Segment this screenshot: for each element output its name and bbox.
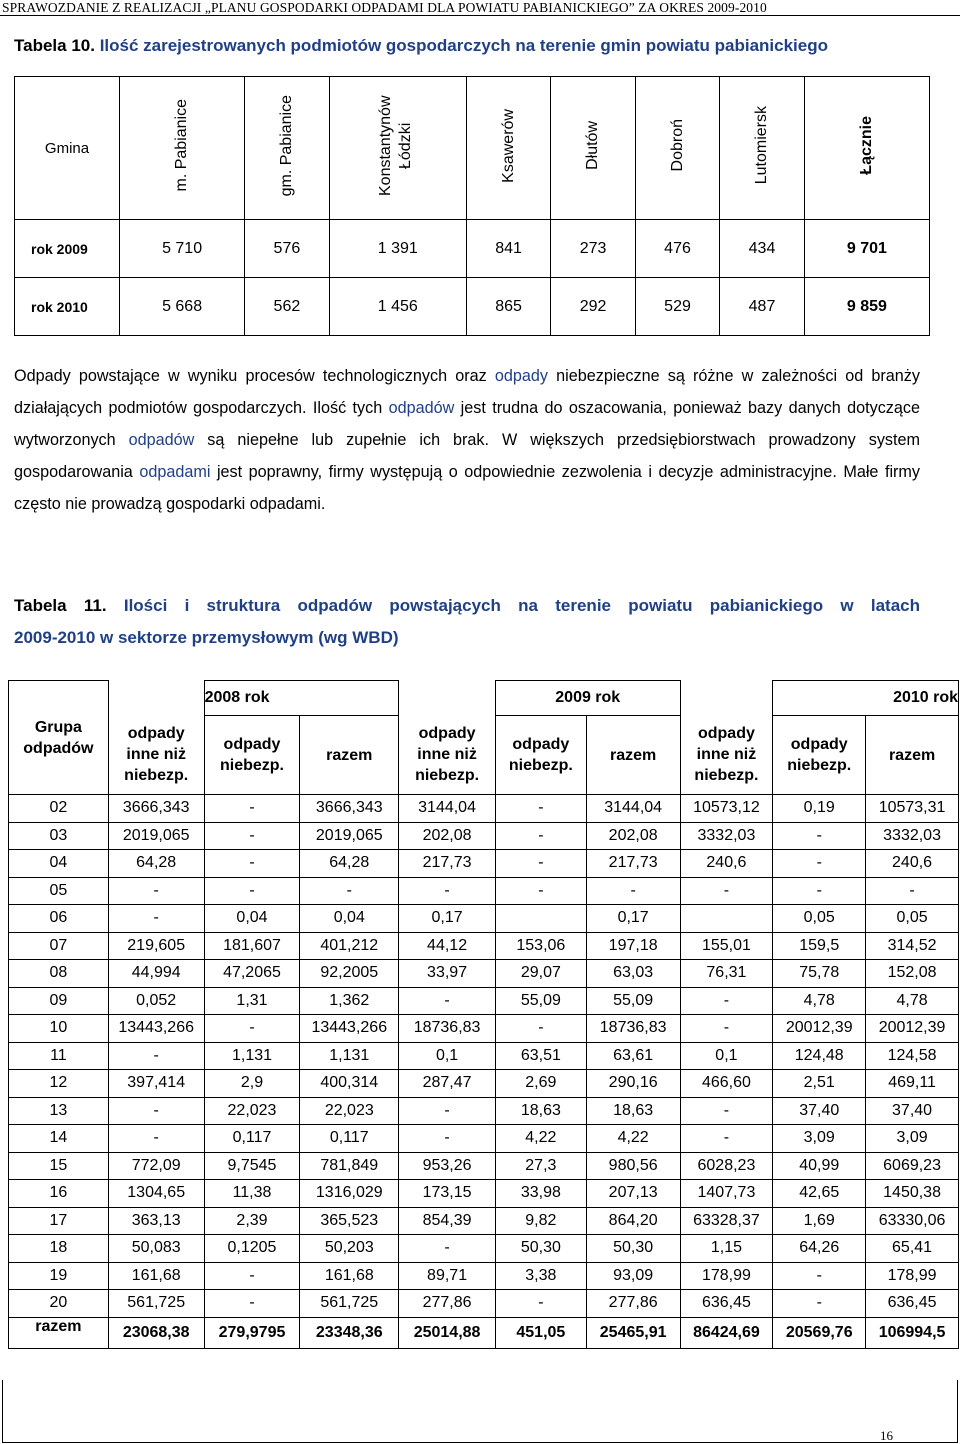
table10-col-header: Łącznie — [804, 77, 929, 220]
table-cell: 161,68 — [108, 1262, 204, 1290]
table-cell: - — [108, 1125, 204, 1153]
subheader-other-waste: odpady inne niż niebezp. — [108, 716, 204, 795]
table-cell: 434 — [720, 220, 804, 278]
table-cell: 2019,065 — [300, 822, 399, 850]
table-cell: 22,023 — [300, 1097, 399, 1125]
glossary-link[interactable]: odpadów — [388, 399, 455, 417]
table-cell: 11,38 — [204, 1180, 300, 1208]
table-cell: - — [586, 877, 680, 905]
table-cell: 0,05 — [773, 905, 866, 933]
table-cell: 476 — [635, 220, 719, 278]
table-cell: 3332,03 — [680, 822, 773, 850]
table-cell: - — [204, 1015, 300, 1043]
table-cell: 1450,38 — [866, 1180, 959, 1208]
table-cell: 1407,73 — [680, 1180, 773, 1208]
table-cell: 178,99 — [866, 1262, 959, 1290]
table-cell: 401,212 — [300, 932, 399, 960]
table-cell: 202,08 — [399, 822, 496, 850]
table-cell: - — [108, 1042, 204, 1070]
table-cell: 2019,065 — [108, 822, 204, 850]
table10-col-header: Lutomiersk — [720, 77, 804, 220]
table-cell: - — [680, 1125, 773, 1153]
table-cell: - — [773, 1262, 866, 1290]
table10-col-header: gm. Pabianice — [245, 77, 329, 220]
running-header: SPRAWOZDANIE Z REALIZACJI „PLANU GOSPODARKI ODPADAMI DLA POWIATU PABIANICKIEGO” ZA OKRES 2009-2010 — [0, 0, 960, 16]
table-cell: 240,6 — [866, 850, 959, 878]
table-cell: 854,39 — [399, 1207, 496, 1235]
table-cell: 4,22 — [495, 1125, 586, 1153]
table-cell: 33,97 — [399, 960, 496, 988]
table-cell: 0,05 — [866, 905, 959, 933]
table-cell-total: 9 859 — [804, 278, 929, 336]
table-row — [9, 850, 959, 878]
subheader-other-waste: odpady inne niż niebezp. — [399, 716, 496, 795]
table-cell: - — [300, 877, 399, 905]
table-cell: - — [680, 1097, 773, 1125]
table-cell: 217,73 — [586, 850, 680, 878]
table-cell: - — [773, 822, 866, 850]
table-cell: 1316,029 — [300, 1180, 399, 1208]
table-cell: 0,1 — [399, 1042, 496, 1070]
table-cell: 33,98 — [495, 1180, 586, 1208]
table-cell: 219,605 — [108, 932, 204, 960]
year-header: 2008 rok — [204, 681, 399, 716]
table-row — [9, 1207, 959, 1235]
table-cell: - — [204, 877, 300, 905]
table-cell: 561,725 — [300, 1290, 399, 1318]
table-row — [9, 822, 959, 850]
table-cell: 781,849 — [300, 1152, 399, 1180]
table-cell: 0,052 — [108, 987, 204, 1015]
table-cell: 9,82 — [495, 1207, 586, 1235]
table11-caption — [14, 590, 920, 654]
table-cell: 864,20 — [586, 1207, 680, 1235]
waste-group-code: 08 — [9, 960, 109, 988]
table-cell: 1304,65 — [108, 1180, 204, 1208]
table-cell: 10573,12 — [680, 795, 773, 823]
table-cell: 1,362 — [300, 987, 399, 1015]
table-cell: 1 391 — [329, 220, 466, 278]
waste-group-code: 16 — [9, 1180, 109, 1208]
page-number: 16 — [880, 1428, 893, 1443]
table-cell: 202,08 — [586, 822, 680, 850]
table-cell: - — [399, 877, 496, 905]
table-cell: 0,117 — [204, 1125, 300, 1153]
subheader-total: razem — [866, 716, 959, 795]
table-cell: 55,09 — [495, 987, 586, 1015]
table-cell: 9,7545 — [204, 1152, 300, 1180]
table10-caption — [14, 30, 920, 62]
table-cell: - — [773, 850, 866, 878]
table-cell: 469,11 — [866, 1070, 959, 1098]
table-cell: 18736,83 — [399, 1015, 496, 1043]
table-cell: 173,15 — [399, 1180, 496, 1208]
table11-caption-line2: 2009-2010 w sektorze przemysłowym (wg WBD) — [14, 628, 399, 647]
waste-group-code: 17 — [9, 1207, 109, 1235]
total-cell: 23348,36 — [300, 1317, 399, 1348]
table-cell: 178,99 — [680, 1262, 773, 1290]
table-cell: 63328,37 — [680, 1207, 773, 1235]
total-label: razem — [9, 1317, 109, 1348]
table-cell: 363,13 — [108, 1207, 204, 1235]
table-cell-total: 9 701 — [804, 220, 929, 278]
table-cell: 287,47 — [399, 1070, 496, 1098]
table-cell: 18,63 — [495, 1097, 586, 1125]
table-cell: 1,31 — [204, 987, 300, 1015]
table-cell: 10573,31 — [866, 795, 959, 823]
table10-col-header: Ksawerów — [466, 77, 550, 220]
table-cell: 240,6 — [680, 850, 773, 878]
table-cell: 2,69 — [495, 1070, 586, 1098]
table-cell: - — [680, 877, 773, 905]
table11-group-header: Grupa odpadów — [9, 681, 109, 795]
table-cell: 2,9 — [204, 1070, 300, 1098]
table-cell: 161,68 — [300, 1262, 399, 1290]
table-cell: - — [773, 1290, 866, 1318]
waste-group-code: 06 — [9, 905, 109, 933]
table-cell: 487 — [720, 278, 804, 336]
table-row — [9, 1262, 959, 1290]
table10-col-header: Dłutów — [551, 77, 635, 220]
table-cell: - — [204, 795, 300, 823]
table-cell: 0,17 — [586, 905, 680, 933]
table-cell: 6028,23 — [680, 1152, 773, 1180]
table-cell: 29,07 — [495, 960, 586, 988]
table-cell: 0,04 — [204, 905, 300, 933]
table-cell: 27,3 — [495, 1152, 586, 1180]
table-cell: 4,78 — [773, 987, 866, 1015]
table-cell: - — [108, 905, 204, 933]
table-cell: 63330,06 — [866, 1207, 959, 1235]
table-cell: - — [399, 1125, 496, 1153]
table-cell: 636,45 — [866, 1290, 959, 1318]
table-cell: 44,12 — [399, 932, 496, 960]
table-cell: 562 — [245, 278, 329, 336]
table-cell: 124,58 — [866, 1042, 959, 1070]
table-cell: 64,26 — [773, 1235, 866, 1263]
table-cell: - — [495, 850, 586, 878]
table-cell: - — [680, 1015, 773, 1043]
waste-group-code: 09 — [9, 987, 109, 1015]
table-cell: 4,78 — [866, 987, 959, 1015]
table-cell: - — [399, 1097, 496, 1125]
table-row — [9, 877, 959, 905]
table-cell: 0,19 — [773, 795, 866, 823]
table-cell: 124,48 — [773, 1042, 866, 1070]
table-cell: 92,2005 — [300, 960, 399, 988]
table-cell: 4,22 — [586, 1125, 680, 1153]
table-cell: 64,28 — [300, 850, 399, 878]
table-cell: 273 — [551, 220, 635, 278]
waste-group-code: 14 — [9, 1125, 109, 1153]
table-cell: 40,99 — [773, 1152, 866, 1180]
table11-waste-structure — [8, 680, 959, 1349]
table-cell: 155,01 — [680, 932, 773, 960]
table-cell: 365,523 — [300, 1207, 399, 1235]
waste-group-code: 11 — [9, 1042, 109, 1070]
table-cell: 0,17 — [399, 905, 496, 933]
table10-col-header: m. Pabianice — [120, 77, 245, 220]
table-row — [9, 1042, 959, 1070]
table-cell: 76,31 — [680, 960, 773, 988]
table-row — [9, 1152, 959, 1180]
table-cell: 980,56 — [586, 1152, 680, 1180]
table-cell: 772,09 — [108, 1152, 204, 1180]
table-cell: 65,41 — [866, 1235, 959, 1263]
table-cell: 841 — [466, 220, 550, 278]
table-cell: 159,5 — [773, 932, 866, 960]
total-cell: 279,9795 — [204, 1317, 300, 1348]
subheader-hazardous-waste: odpady niebezp. — [204, 716, 300, 795]
subheader-other-waste: odpady inne niż niebezp. — [680, 716, 773, 795]
table-cell: 277,86 — [586, 1290, 680, 1318]
table-cell: 6069,23 — [866, 1152, 959, 1180]
table-cell: 3666,343 — [300, 795, 399, 823]
table-cell: 37,40 — [866, 1097, 959, 1125]
table-cell: 50,30 — [495, 1235, 586, 1263]
table-row — [9, 1290, 959, 1318]
glossary-link[interactable]: odpady — [494, 367, 548, 385]
subheader-total: razem — [586, 716, 680, 795]
table-cell: 3,38 — [495, 1262, 586, 1290]
table-cell: 400,314 — [300, 1070, 399, 1098]
table-cell: 152,08 — [866, 960, 959, 988]
waste-group-code: 15 — [9, 1152, 109, 1180]
table-cell: 277,86 — [399, 1290, 496, 1318]
table-cell: - — [495, 822, 586, 850]
table-cell: 55,09 — [586, 987, 680, 1015]
paragraph-text: niebezpieczne są różne w zależności od branży działających podmiotów gospodarczych. Ilość tych — [14, 367, 920, 417]
table10-caption-text: Ilość zarejestrowanych podmiotów gospodarczych na terenie gmin powiatu pabianickiego — [99, 36, 828, 55]
table-cell: 561,725 — [108, 1290, 204, 1318]
table-cell: 1 456 — [329, 278, 466, 336]
table-cell — [680, 905, 773, 933]
waste-group-code: 19 — [9, 1262, 109, 1290]
table-cell: 5 668 — [120, 278, 245, 336]
paragraph-text: są niepełne lub zupełnie ich brak. W większych przedsiębiorstwach prowadzony system gospodarowania — [14, 431, 920, 481]
table-cell: 5 710 — [120, 220, 245, 278]
table-row — [9, 1097, 959, 1125]
table-cell: 18,63 — [586, 1097, 680, 1125]
table10-caption-label: Tabela 10. — [14, 36, 95, 55]
table-cell: 3332,03 — [866, 822, 959, 850]
table-cell: 20012,39 — [866, 1015, 959, 1043]
table-row — [9, 1015, 959, 1043]
table-cell: 0,1205 — [204, 1235, 300, 1263]
table-cell: 2,39 — [204, 1207, 300, 1235]
table-cell — [495, 905, 586, 933]
waste-group-code: 12 — [9, 1070, 109, 1098]
table-cell: - — [204, 1290, 300, 1318]
waste-group-code: 18 — [9, 1235, 109, 1263]
table-cell: 1,131 — [204, 1042, 300, 1070]
glossary-link[interactable]: odpadów — [128, 431, 195, 449]
table-cell: 75,78 — [773, 960, 866, 988]
table-cell: 153,06 — [495, 932, 586, 960]
table-row — [9, 960, 959, 988]
table-row — [9, 987, 959, 1015]
table-row — [9, 1235, 959, 1263]
waste-group-code: 20 — [9, 1290, 109, 1318]
total-cell: 25014,88 — [399, 1317, 496, 1348]
table-cell: 22,023 — [204, 1097, 300, 1125]
total-cell: 86424,69 — [680, 1317, 773, 1348]
glossary-link[interactable]: odpadów — [297, 596, 373, 615]
table-cell: 1,69 — [773, 1207, 866, 1235]
waste-group-code: 02 — [9, 795, 109, 823]
table-cell: - — [399, 987, 496, 1015]
table-cell: 314,52 — [866, 932, 959, 960]
table-cell: 217,73 — [399, 850, 496, 878]
subheader-total: razem — [300, 716, 399, 795]
table-cell: 3,09 — [773, 1125, 866, 1153]
table-cell: 290,16 — [586, 1070, 680, 1098]
table-cell: 1,15 — [680, 1235, 773, 1263]
total-cell: 25465,91 — [586, 1317, 680, 1348]
table-cell: - — [204, 822, 300, 850]
table-cell: - — [399, 1235, 496, 1263]
table-cell: 37,40 — [773, 1097, 866, 1125]
paragraph-text: jest trudna do oszacowania, ponieważ bazy danych dotyczące wytworzonych — [14, 399, 921, 449]
table11-year-header-row — [9, 681, 959, 716]
table-cell: 953,26 — [399, 1152, 496, 1180]
table-cell: 197,18 — [586, 932, 680, 960]
table-cell: 20012,39 — [773, 1015, 866, 1043]
table-cell: 0,117 — [300, 1125, 399, 1153]
table-cell: 207,13 — [586, 1180, 680, 1208]
total-cell: 23068,38 — [108, 1317, 204, 1348]
table-cell: 2,51 — [773, 1070, 866, 1098]
table-cell: 93,09 — [586, 1262, 680, 1290]
table-cell: - — [108, 1097, 204, 1125]
year-header: 2009 rok — [495, 681, 680, 716]
table-cell: 89,71 — [399, 1262, 496, 1290]
table-cell: 3144,04 — [399, 795, 496, 823]
table-cell: 576 — [245, 220, 329, 278]
table-row — [15, 220, 930, 278]
table-cell: - — [204, 1262, 300, 1290]
table-cell: 50,083 — [108, 1235, 204, 1263]
table-cell: 63,61 — [586, 1042, 680, 1070]
year-header: 2010 rok — [773, 681, 959, 716]
table-cell: - — [495, 877, 586, 905]
table10-row-label: rok 2009 — [15, 220, 120, 278]
table-cell: 397,414 — [108, 1070, 204, 1098]
page-frame — [2, 1380, 958, 1443]
waste-group-code: 13 — [9, 1097, 109, 1125]
table10-col-header: Konstantynów Łódzki — [329, 77, 466, 220]
table11-subheader-row — [9, 716, 959, 795]
table-row — [9, 795, 959, 823]
table10-header-row — [15, 77, 930, 220]
paragraph-text: Odpady powstające w wyniku procesów technologicznych oraz — [14, 367, 495, 385]
table-cell: - — [680, 987, 773, 1015]
waste-group-code: 07 — [9, 932, 109, 960]
table-cell: 1,131 — [300, 1042, 399, 1070]
table-cell: 3,09 — [866, 1125, 959, 1153]
table-cell: 865 — [466, 278, 550, 336]
table-cell: - — [495, 1015, 586, 1043]
table-cell: 13443,266 — [108, 1015, 204, 1043]
table-cell: 63,03 — [586, 960, 680, 988]
table-row — [9, 1180, 959, 1208]
table-row — [9, 1070, 959, 1098]
table10-registered-businesses — [14, 76, 930, 336]
table10-corner-header: Gmina — [15, 77, 120, 220]
waste-group-code: 10 — [9, 1015, 109, 1043]
table-cell: - — [204, 850, 300, 878]
table-cell: 0,04 — [300, 905, 399, 933]
table-cell: - — [108, 877, 204, 905]
table-cell: 3666,343 — [108, 795, 204, 823]
table-cell: - — [495, 795, 586, 823]
total-cell: 106994,5 — [866, 1317, 959, 1348]
table-row — [9, 1125, 959, 1153]
table-cell: 13443,266 — [300, 1015, 399, 1043]
table-cell: 42,65 — [773, 1180, 866, 1208]
table-cell: 292 — [551, 278, 635, 336]
subheader-hazardous-waste: odpady niebezp. — [495, 716, 586, 795]
subheader-hazardous-waste: odpady niebezp. — [773, 716, 866, 795]
table-cell: 50,30 — [586, 1235, 680, 1263]
total-cell: 20569,76 — [773, 1317, 866, 1348]
table-cell: 64,28 — [108, 850, 204, 878]
table-cell: 18736,83 — [586, 1015, 680, 1043]
table-row — [15, 278, 930, 336]
total-cell: 451,05 — [495, 1317, 586, 1348]
glossary-link[interactable]: odpadami — [139, 463, 211, 481]
table-cell: 529 — [635, 278, 719, 336]
waste-group-code: 04 — [9, 850, 109, 878]
table-row — [9, 932, 959, 960]
table-cell: - — [866, 877, 959, 905]
table-cell: 50,203 — [300, 1235, 399, 1263]
table10-col-header: Dobroń — [635, 77, 719, 220]
table-cell: 181,607 — [204, 932, 300, 960]
table-cell: 47,2065 — [204, 960, 300, 988]
table-cell: 0,1 — [680, 1042, 773, 1070]
table-cell: 636,45 — [680, 1290, 773, 1318]
paragraph-text: jest poprawny, firmy występują o odpowiednie zezwolenia i decyzje administracyjne. Małe firmy często nie prowadzą gospodarki odpadami. — [14, 463, 921, 513]
table11-total-row — [9, 1317, 959, 1348]
table-cell: 466,60 — [680, 1070, 773, 1098]
table-cell: 44,994 — [108, 960, 204, 988]
table-row — [9, 905, 959, 933]
table-cell: 3144,04 — [586, 795, 680, 823]
table11-caption-line1 — [14, 590, 920, 622]
waste-group-code: 03 — [9, 822, 109, 850]
table-cell: - — [773, 877, 866, 905]
waste-group-code: 05 — [9, 877, 109, 905]
table10-row-label: rok 2010 — [15, 278, 120, 336]
body-paragraph — [14, 360, 920, 520]
table-cell: 63,51 — [495, 1042, 586, 1070]
table-cell: - — [495, 1290, 586, 1318]
table11-caption-text: Ilości i struktura — [123, 596, 298, 615]
table11-caption-text: powstających na terenie powiatu pabianickiego w latach — [372, 596, 920, 615]
table11-caption-label: Tabela 11. — [14, 596, 107, 615]
